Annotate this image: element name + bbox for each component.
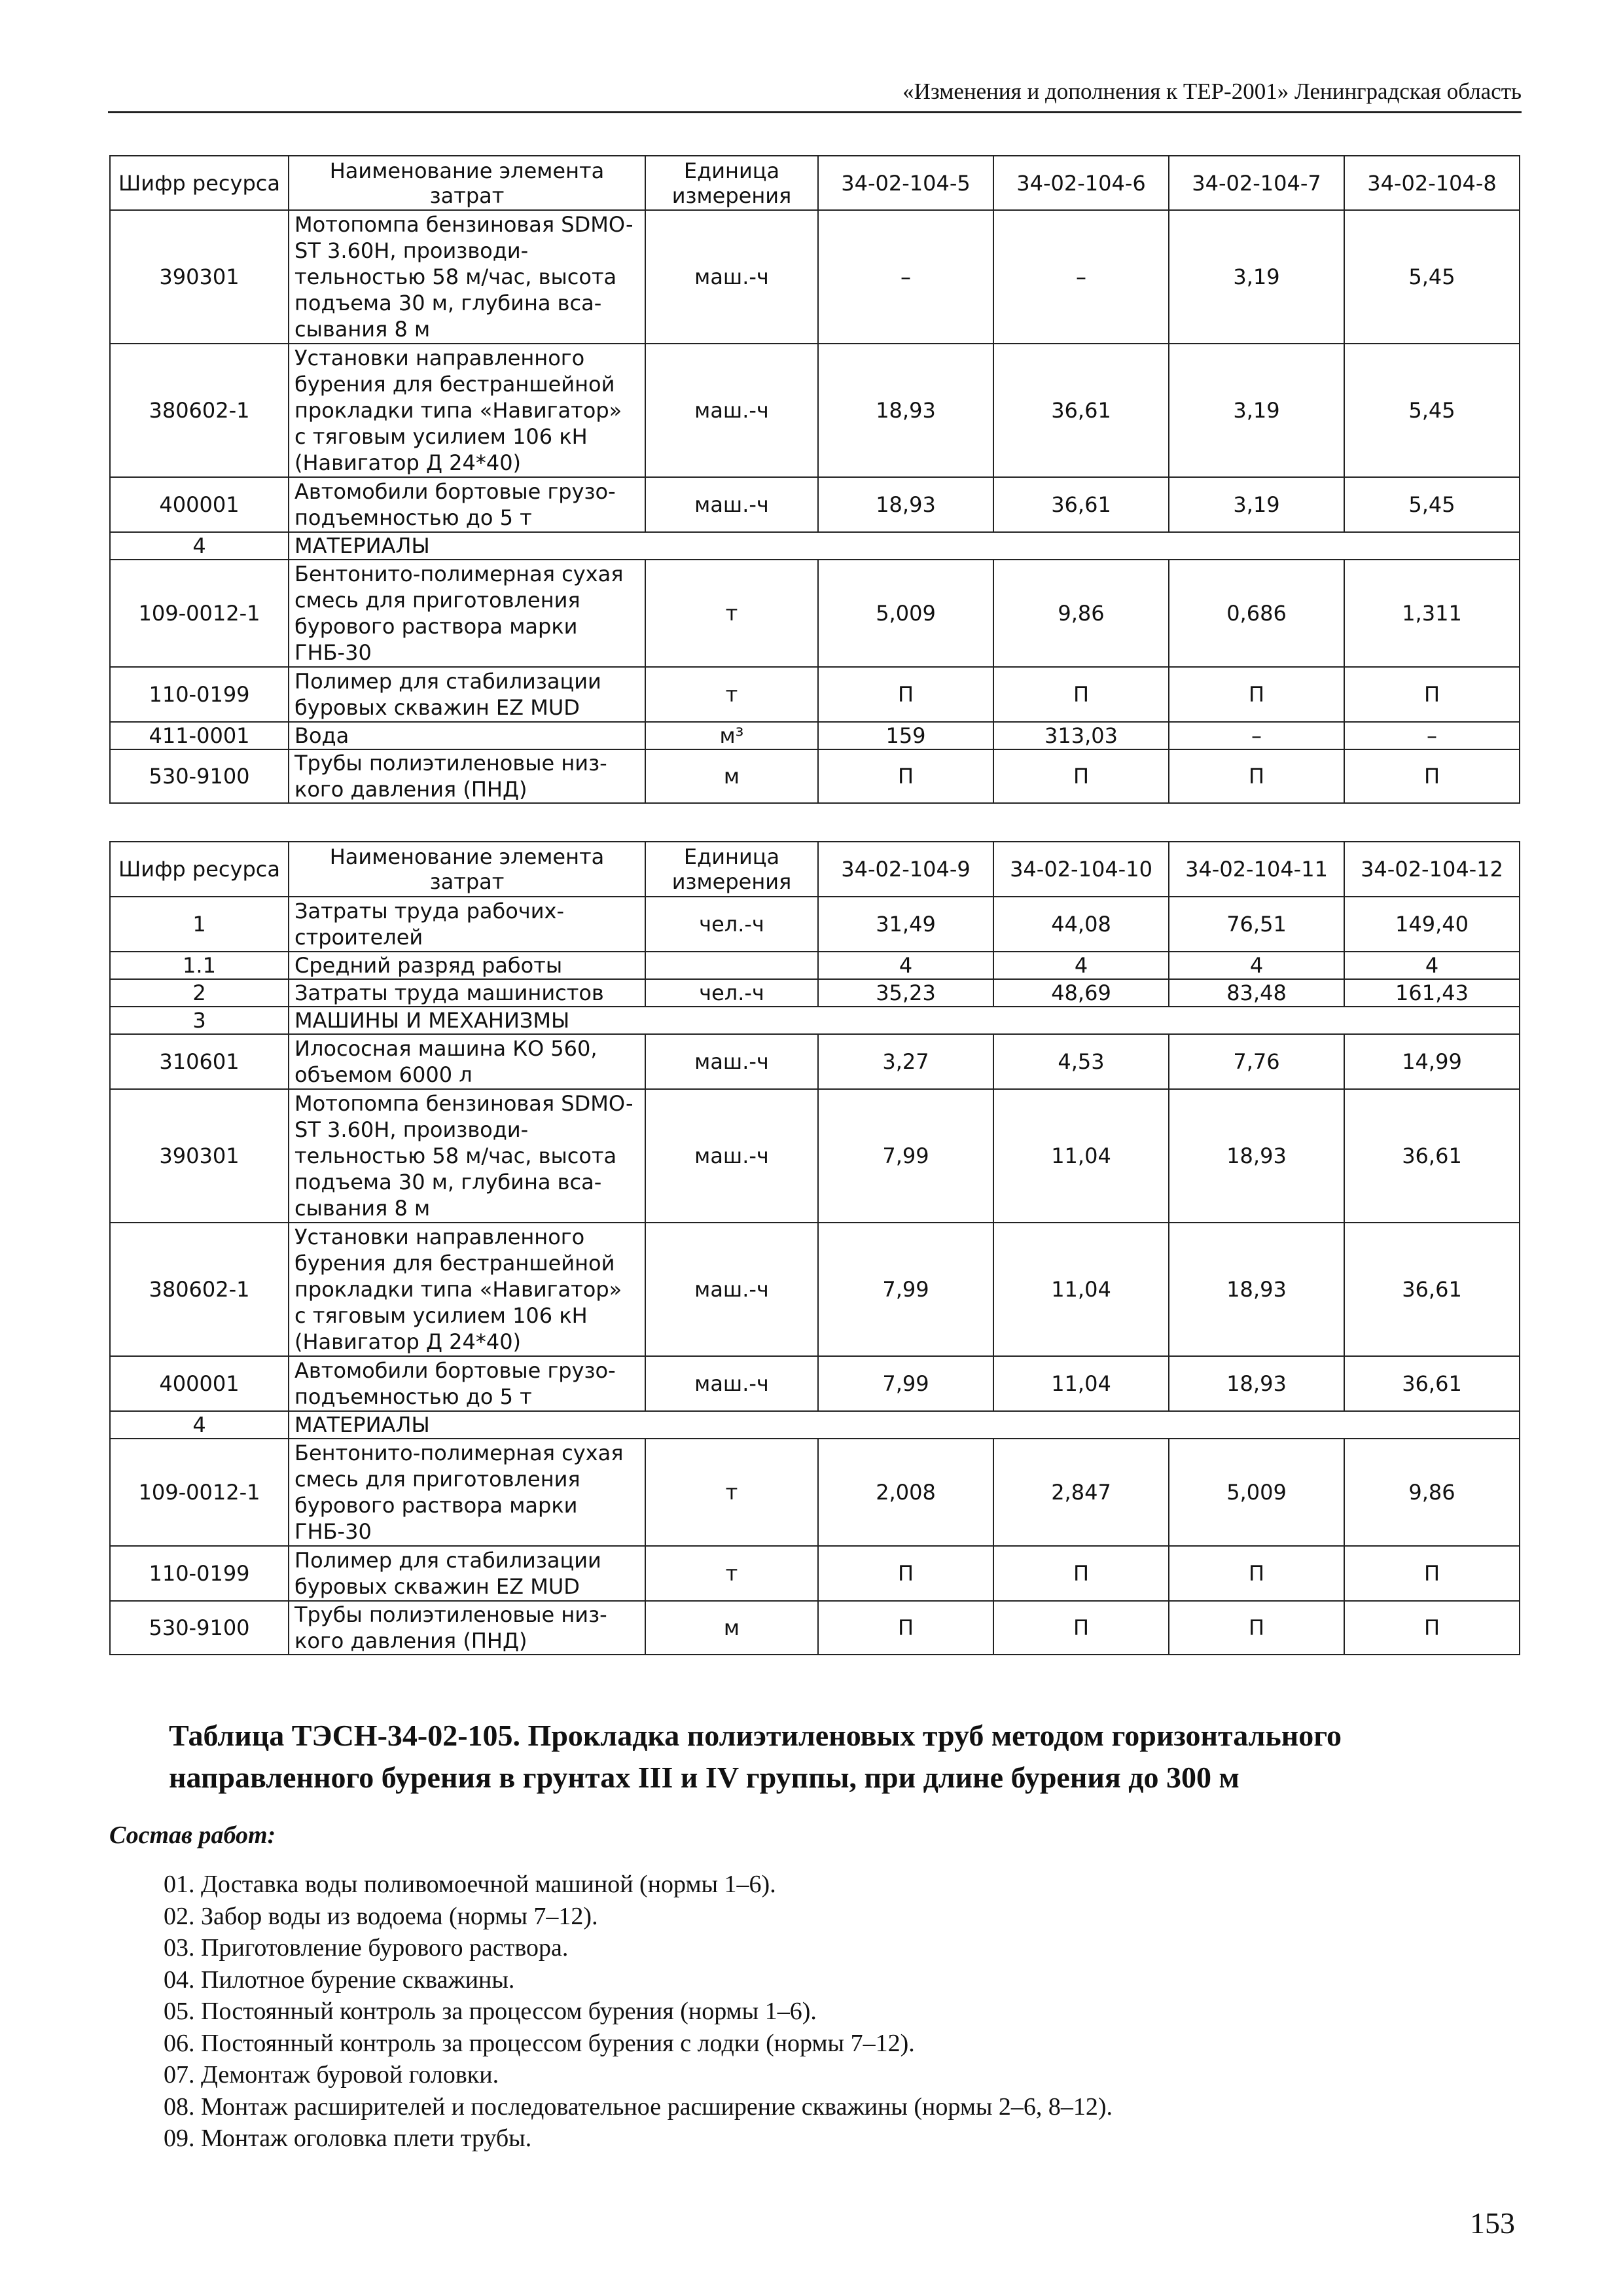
resource-table-2	[109, 841, 1520, 1655]
section-code: 3	[110, 1007, 289, 1034]
table-row	[110, 210, 1520, 344]
resource-code: 400001	[110, 477, 289, 532]
resource-value: 36,61	[993, 344, 1169, 477]
resource-value: 0,686	[1169, 560, 1344, 667]
resource-value: 18,93	[1169, 1223, 1344, 1356]
resource-name: Затраты труда машинистов	[289, 979, 645, 1007]
resource-code: 390301	[110, 210, 289, 344]
resource-value: 31,49	[818, 897, 993, 952]
resource-value: 161,43	[1344, 979, 1520, 1007]
list-item: 02. Забор воды из водоема (нормы 7–12).	[164, 1902, 598, 1930]
resource-value: 9,86	[1344, 1439, 1520, 1546]
list-item: 08. Монтаж расширителей и последовательное расширение скважины (нормы 2–6, 8–12).	[164, 2092, 1113, 2121]
resource-code: 530-9100	[110, 1601, 289, 1655]
resource-value: 5,009	[1169, 1439, 1344, 1546]
resource-value: 36,61	[993, 477, 1169, 532]
resource-code: 109-0012-1	[110, 1439, 289, 1546]
composition-title: Состав работ:	[109, 1821, 276, 1849]
header-norm: 34-02-104-8	[1344, 156, 1520, 210]
resource-value: –	[1344, 722, 1520, 749]
resource-unit: т	[645, 560, 818, 667]
resource-name: Установки направленного бурения для бестраншейной прокладки типа «Навигатор» с тяговым усилием 106 кН (Навигатор Д 24*40)	[289, 1223, 645, 1356]
resource-value: 2,008	[818, 1439, 993, 1546]
resource-name: Мотопомпа бензиновая SDMO-ST 3.60H, производи-тельностью 58 м/час, высота подъема 30 м, глубина вса-сывания 8 м	[289, 1089, 645, 1223]
resource-value: 76,51	[1169, 897, 1344, 952]
resource-value: 313,03	[993, 722, 1169, 749]
resource-name: Вода	[289, 722, 645, 749]
resource-value: П	[1344, 1601, 1520, 1655]
resource-name: Автомобили бортовые грузо-подъемностью до 5 т	[289, 1356, 645, 1411]
resource-unit	[645, 952, 818, 979]
works-list	[164, 1869, 1113, 2155]
header-name: Наименование элемента затрат	[289, 156, 645, 210]
resource-value: 159	[818, 722, 993, 749]
header-unit: Единица измерения	[645, 842, 818, 897]
table-row	[110, 344, 1520, 477]
resource-value: –	[993, 210, 1169, 344]
header-norm: 34-02-104-10	[993, 842, 1169, 897]
resource-code: 110-0199	[110, 667, 289, 722]
resource-value: П	[1169, 749, 1344, 803]
table-caption: Таблица ТЭСН-34-02-105. Прокладка полиэтиленовых труб методом горизонтального направленного бурения в грунтах III и IV группы, при длине бурения до 300 м	[169, 1719, 1342, 1794]
table-row	[110, 1601, 1520, 1655]
header-code: Шифр ресурса	[110, 156, 289, 210]
resource-value: –	[1169, 722, 1344, 749]
header-norm: 34-02-104-12	[1344, 842, 1520, 897]
resource-value: П	[818, 667, 993, 722]
header-unit: Единица измерения	[645, 156, 818, 210]
resource-value: –	[818, 210, 993, 344]
resource-value: 1,311	[1344, 560, 1520, 667]
resource-value: П	[993, 667, 1169, 722]
section-code: 4	[110, 1411, 289, 1439]
table-row	[110, 1089, 1520, 1223]
list-item: 03. Приготовление бурового раствора.	[164, 1934, 569, 1962]
section-row	[110, 1007, 1520, 1034]
resource-value: П	[993, 1601, 1169, 1655]
resource-unit: чел.-ч	[645, 897, 818, 952]
section-title: МАШИНЫ И МЕХАНИЗМЫ	[289, 1007, 1520, 1034]
resource-value: 36,61	[1344, 1223, 1520, 1356]
resource-value: 7,99	[818, 1356, 993, 1411]
resource-value: П	[1169, 667, 1344, 722]
resource-value: 7,99	[818, 1223, 993, 1356]
resource-unit: маш.-ч	[645, 1223, 818, 1356]
resource-code: 1.1	[110, 952, 289, 979]
resource-value: 5,45	[1344, 210, 1520, 344]
resource-value: П	[818, 749, 993, 803]
resource-value: 9,86	[993, 560, 1169, 667]
resource-value: 3,27	[818, 1034, 993, 1089]
list-item: 05. Постоянный контроль за процессом бурения (нормы 1–6).	[164, 1998, 817, 2025]
resource-value: 2,847	[993, 1439, 1169, 1546]
resource-value: П	[993, 749, 1169, 803]
resource-value: 83,48	[1169, 979, 1344, 1007]
section-row	[110, 1411, 1520, 1439]
section-title: МАТЕРИАЛЫ	[289, 1411, 1520, 1439]
header-code: Шифр ресурса	[110, 842, 289, 897]
resource-unit: т	[645, 1546, 818, 1601]
table-row	[110, 979, 1520, 1007]
resource-value: 5,009	[818, 560, 993, 667]
resource-value: 4	[1169, 952, 1344, 979]
resource-unit: т	[645, 667, 818, 722]
running-header: «Изменения и дополнения к ТЕР-2001» Ленинградская область	[108, 79, 1522, 113]
resource-value: 5,45	[1344, 477, 1520, 532]
header-norm: 34-02-104-9	[818, 842, 993, 897]
table-header	[110, 156, 1520, 210]
resource-value: 44,08	[993, 897, 1169, 952]
resource-name: Затраты труда рабочих-строителей	[289, 897, 645, 952]
list-item: 09. Монтаж оголовка плети трубы.	[164, 2125, 532, 2152]
resource-name: Средний разряд работы	[289, 952, 645, 979]
resource-value: 11,04	[993, 1223, 1169, 1356]
resource-unit: маш.-ч	[645, 210, 818, 344]
resource-code: 110-0199	[110, 1546, 289, 1601]
resource-name: Установки направленного бурения для бестраншейной прокладки типа «Навигатор» с тяговым усилием 106 кН (Навигатор Д 24*40)	[289, 344, 645, 477]
resource-value: 11,04	[993, 1356, 1169, 1411]
resource-code: 400001	[110, 1356, 289, 1411]
resource-name: Автомобили бортовые грузо-подъемностью до 5 т	[289, 477, 645, 532]
resource-code: 109-0012-1	[110, 560, 289, 667]
resource-unit: чел.-ч	[645, 979, 818, 1007]
resource-value: 36,61	[1344, 1356, 1520, 1411]
table-row	[110, 897, 1520, 952]
resource-value: 3,19	[1169, 477, 1344, 532]
resource-code: 380602-1	[110, 344, 289, 477]
resource-value: 18,93	[1169, 1089, 1344, 1223]
header-norm: 34-02-104-5	[818, 156, 993, 210]
header-name: Наименование элемента затрат	[289, 842, 645, 897]
section-code: 4	[110, 532, 289, 560]
resource-value: 5,45	[1344, 344, 1520, 477]
resource-value: П	[818, 1546, 993, 1601]
resource-value: 36,61	[1344, 1089, 1520, 1223]
resource-value: 4	[1344, 952, 1520, 979]
resource-value: П	[818, 1601, 993, 1655]
table-row	[110, 749, 1520, 803]
resource-table-1	[109, 155, 1520, 804]
list-item: 01. Доставка воды поливомоечной машиной (нормы 1–6).	[164, 1871, 776, 1898]
resource-name: Трубы полиэтиленовые низ-кого давления (ПНД)	[289, 1601, 645, 1655]
resource-value: П	[1344, 1546, 1520, 1601]
resource-value: 14,99	[1344, 1034, 1520, 1089]
table-header	[110, 842, 1520, 897]
table-row	[110, 667, 1520, 722]
resource-value: П	[1344, 667, 1520, 722]
table-row	[110, 1546, 1520, 1601]
resource-name: Полимер для стабилизации буровых скважин EZ MUD	[289, 1546, 645, 1601]
section-row	[110, 532, 1520, 560]
table-row	[110, 722, 1520, 749]
resource-value: П	[993, 1546, 1169, 1601]
table-row	[110, 560, 1520, 667]
header-norm: 34-02-104-7	[1169, 156, 1344, 210]
resource-value: 18,93	[818, 477, 993, 532]
resource-value: 35,23	[818, 979, 993, 1007]
resource-code: 530-9100	[110, 749, 289, 803]
resource-value: 11,04	[993, 1089, 1169, 1223]
resource-name: Бентонито-полимерная сухая смесь для приготовления бурового раствора марки ГНБ-30	[289, 1439, 645, 1546]
resource-unit: м	[645, 749, 818, 803]
list-item: 04. Пилотное бурение скважины.	[164, 1965, 515, 1994]
resource-value: 149,40	[1344, 897, 1520, 952]
header-norm: 34-02-104-6	[993, 156, 1169, 210]
resource-value: 4	[818, 952, 993, 979]
list-item: 07. Демонтаж буровой головки.	[164, 2061, 499, 2089]
header-norm: 34-02-104-11	[1169, 842, 1344, 897]
resource-unit: маш.-ч	[645, 1089, 818, 1223]
resource-value: 4	[993, 952, 1169, 979]
page-number: 153	[1470, 2206, 1515, 2240]
resource-code: 390301	[110, 1089, 289, 1223]
resource-unit: маш.-ч	[645, 1356, 818, 1411]
resource-code: 2	[110, 979, 289, 1007]
resource-name: Мотопомпа бензиновая SDMO-ST 3.60H, производи-тельностью 58 м/час, высота подъема 30 м, глубина вса-сывания 8 м	[289, 210, 645, 344]
resource-value: 7,99	[818, 1089, 993, 1223]
resource-name: Трубы полиэтиленовые низ-кого давления (ПНД)	[289, 749, 645, 803]
resource-value: 3,19	[1169, 344, 1344, 477]
resource-value: 18,93	[1169, 1356, 1344, 1411]
resource-value: П	[1344, 749, 1520, 803]
resource-unit: маш.-ч	[645, 344, 818, 477]
resource-value: 48,69	[993, 979, 1169, 1007]
resource-code: 310601	[110, 1034, 289, 1089]
resource-code: 411-0001	[110, 722, 289, 749]
table-row	[110, 477, 1520, 532]
resource-name: Илососная машина КО 560, объемом 6000 л	[289, 1034, 645, 1089]
section-title: МАТЕРИАЛЫ	[289, 532, 1520, 560]
resource-unit: маш.-ч	[645, 477, 818, 532]
resource-value: 7,76	[1169, 1034, 1344, 1089]
resource-value: П	[1169, 1546, 1344, 1601]
resource-value: П	[1169, 1601, 1344, 1655]
table-row	[110, 1223, 1520, 1356]
resource-unit: м	[645, 1601, 818, 1655]
resource-unit: т	[645, 1439, 818, 1546]
table-row	[110, 1356, 1520, 1411]
resource-name: Полимер для стабилизации буровых скважин EZ MUD	[289, 667, 645, 722]
resource-code: 380602-1	[110, 1223, 289, 1356]
resource-value: 18,93	[818, 344, 993, 477]
resource-code: 1	[110, 897, 289, 952]
table-row	[110, 1439, 1520, 1546]
resource-unit: м³	[645, 722, 818, 749]
resource-name: Бентонито-полимерная сухая смесь для приготовления бурового раствора марки ГНБ-30	[289, 560, 645, 667]
table-row	[110, 1034, 1520, 1089]
resource-value: 4,53	[993, 1034, 1169, 1089]
list-item: 06. Постоянный контроль за процессом бурения с лодки (нормы 7–12).	[164, 2029, 915, 2057]
resource-value: 3,19	[1169, 210, 1344, 344]
resource-unit: маш.-ч	[645, 1034, 818, 1089]
table-row	[110, 952, 1520, 979]
